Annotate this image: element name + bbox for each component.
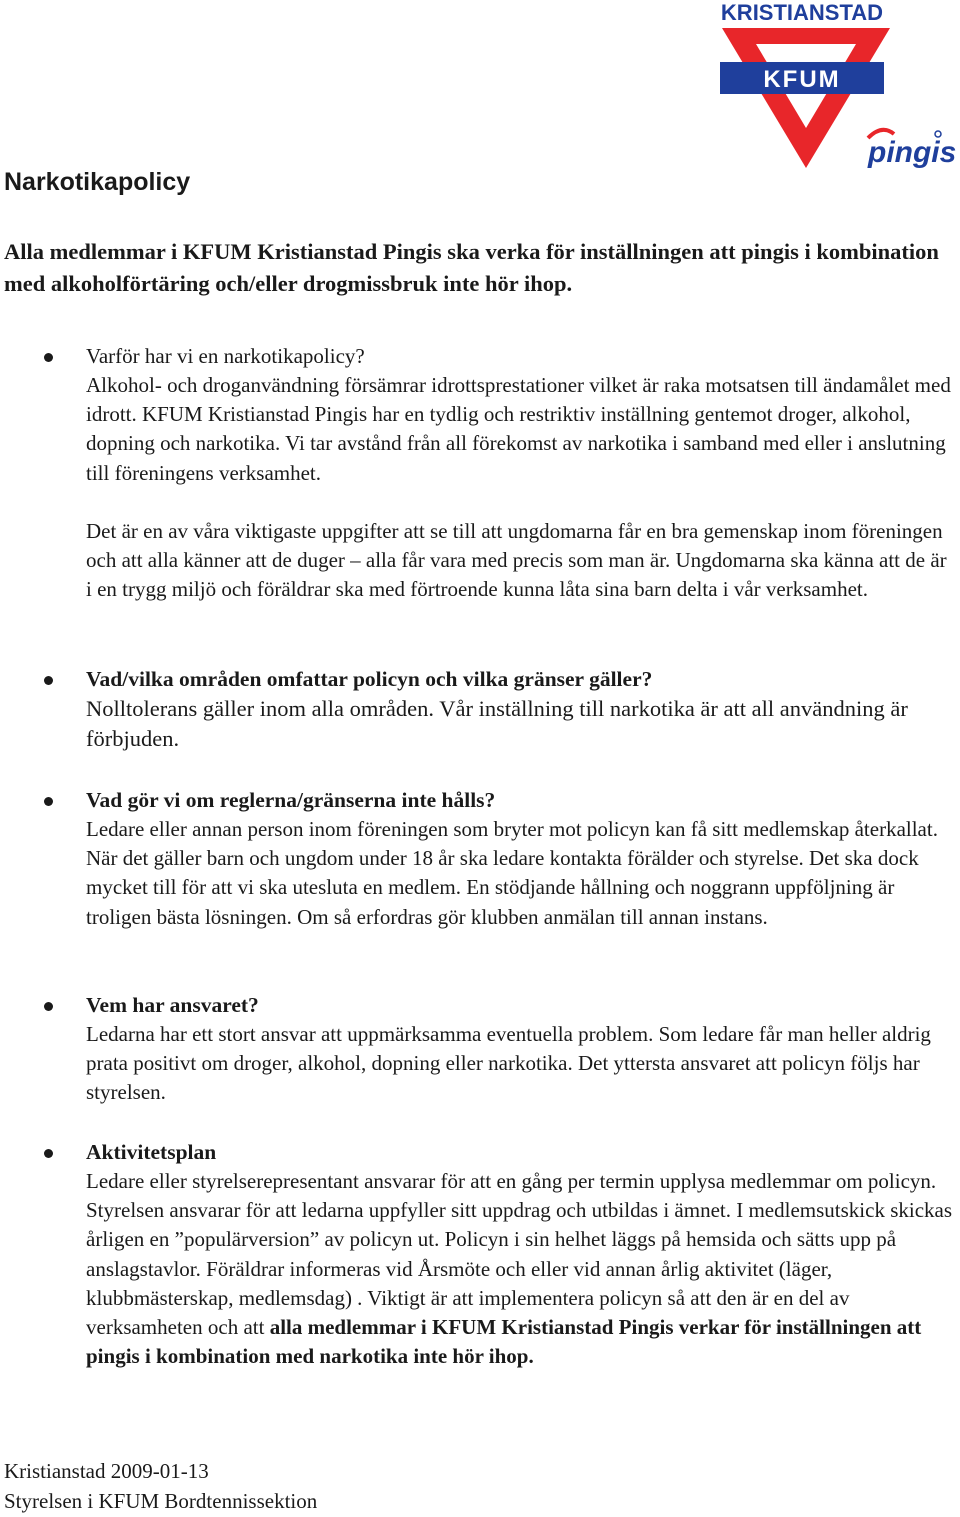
logo-kfum-text: KFUM — [763, 66, 841, 93]
section-heading: Vem har ansvaret? — [86, 993, 259, 1017]
footer-signed-by: Styrelsen i KFUM Bordtennissektion — [4, 1488, 318, 1513]
section-heading: Aktivitetsplan — [86, 1140, 217, 1164]
section-why-policy — [86, 342, 956, 488]
community-paragraph: Det är en av våra viktigaste uppgifter att se till att ungdomarna får en bra gemenskap inom föreningen och att alla känner att de duger – alla får vara med precis som man är. Ungdomarna ska känna att de är i en trygg miljö och föräldrar ska med förtroende kunna låta sina barn delta i vår verksamhet. — [86, 519, 947, 602]
pingis-logo-text: pingis — [868, 136, 957, 168]
section-responsibility — [86, 991, 956, 1108]
section-body: Alkohol- och droganvändning försämrar idrottsprestationer vilket är raka motsatsen till ändamålet med idrott. KFUM Kristianstad Pingis har en tydlig och restriktiv inställning gentemot droger, alkohol, dopning och narkotika. Vi tar avstånd från all förekomst av narkotika i samband med eller i anslutning till föreningens verksamhet. — [86, 373, 951, 485]
section-heading: Vad/vilka områden omfattar policyn och vilka gränser gäller? — [86, 667, 653, 691]
section-body: Ledare eller annan person inom föreningen som bryter mot policyn kan få sitt medlemskap återkallat. När det gäller barn och ungdom under 18 år ska ledare kontakta förälder och styrelse. Det ska dock mycket till för att vi ska utesluta en medlem. En stödjande hållning och noggrann uppföljning är troligen bästa lösningen. Om så erfordras gör klubben anmälan till annan instans. — [86, 817, 938, 929]
bullet-icon — [44, 353, 53, 362]
section-body: Ledarna har ett stort ansvar att uppmärksamma eventuella problem. Som ledare får man heller aldrig prata positivt om droger, alkohol, dopning eller narkotika. Det yttersta ansvaret att policyn följs har styrelsen. — [86, 1022, 931, 1105]
section-body-regular: Ledare eller styrelserepresentant ansvarar för att en gång per termin upplysa medlemmar om policyn. Styrelsen ansvarar för att ledarna uppfyller sitt uppdrag och utbildas i ämnet. I medlemsutskick skickas årligen en ”populärversion” av policyn ut. Policyn i sin helhet läggs på hemsida och sätts upp på anslagstavlor. Föräldrar informeras vid Årsmöte och eller vid annan årlig aktivitet (läger, klubbmästerskap, medlemsdag) . Viktigt är att implementera policyn så att den är en del av verksamheten och att — [86, 1169, 953, 1340]
page-title: Narkotikapolicy — [4, 168, 191, 196]
footer — [4, 1457, 317, 1516]
section-activity-plan — [86, 1138, 956, 1371]
pingis-logo — [862, 124, 958, 168]
bullet-icon — [44, 797, 53, 806]
section-body: Nolltolerans gäller inom alla områden. Vår inställning till narkotika är att all användning är förbjuden. — [86, 696, 908, 751]
intro-statement: Alla medlemmar i KFUM Kristianstad Pingis ska verka för inställningen att pingis i kombination med alkoholförtäring och/eller drogmissbruk inte hör ihop. — [4, 239, 939, 296]
bullet-icon — [44, 676, 53, 685]
section-body-bold: alla medlemmar i KFUM Kristianstad Pingis verkar för inställningen att pingis i kombination med narkotika inte hör ihop. — [86, 1315, 922, 1369]
bullet-icon — [44, 1002, 53, 1011]
bullet-icon — [44, 1149, 53, 1158]
section-violations — [86, 786, 956, 932]
section-scope — [86, 665, 956, 754]
section-body — [86, 1167, 956, 1371]
section-heading: Vad gör vi om reglerna/gränserna inte hålls? — [86, 788, 496, 812]
logo-club-name: KRISTIANSTAD — [720, 0, 884, 25]
footer-place-date: Kristianstad 2009-01-13 — [4, 1459, 209, 1483]
section-heading: Varför har vi en narkotikapolicy? — [86, 344, 365, 368]
